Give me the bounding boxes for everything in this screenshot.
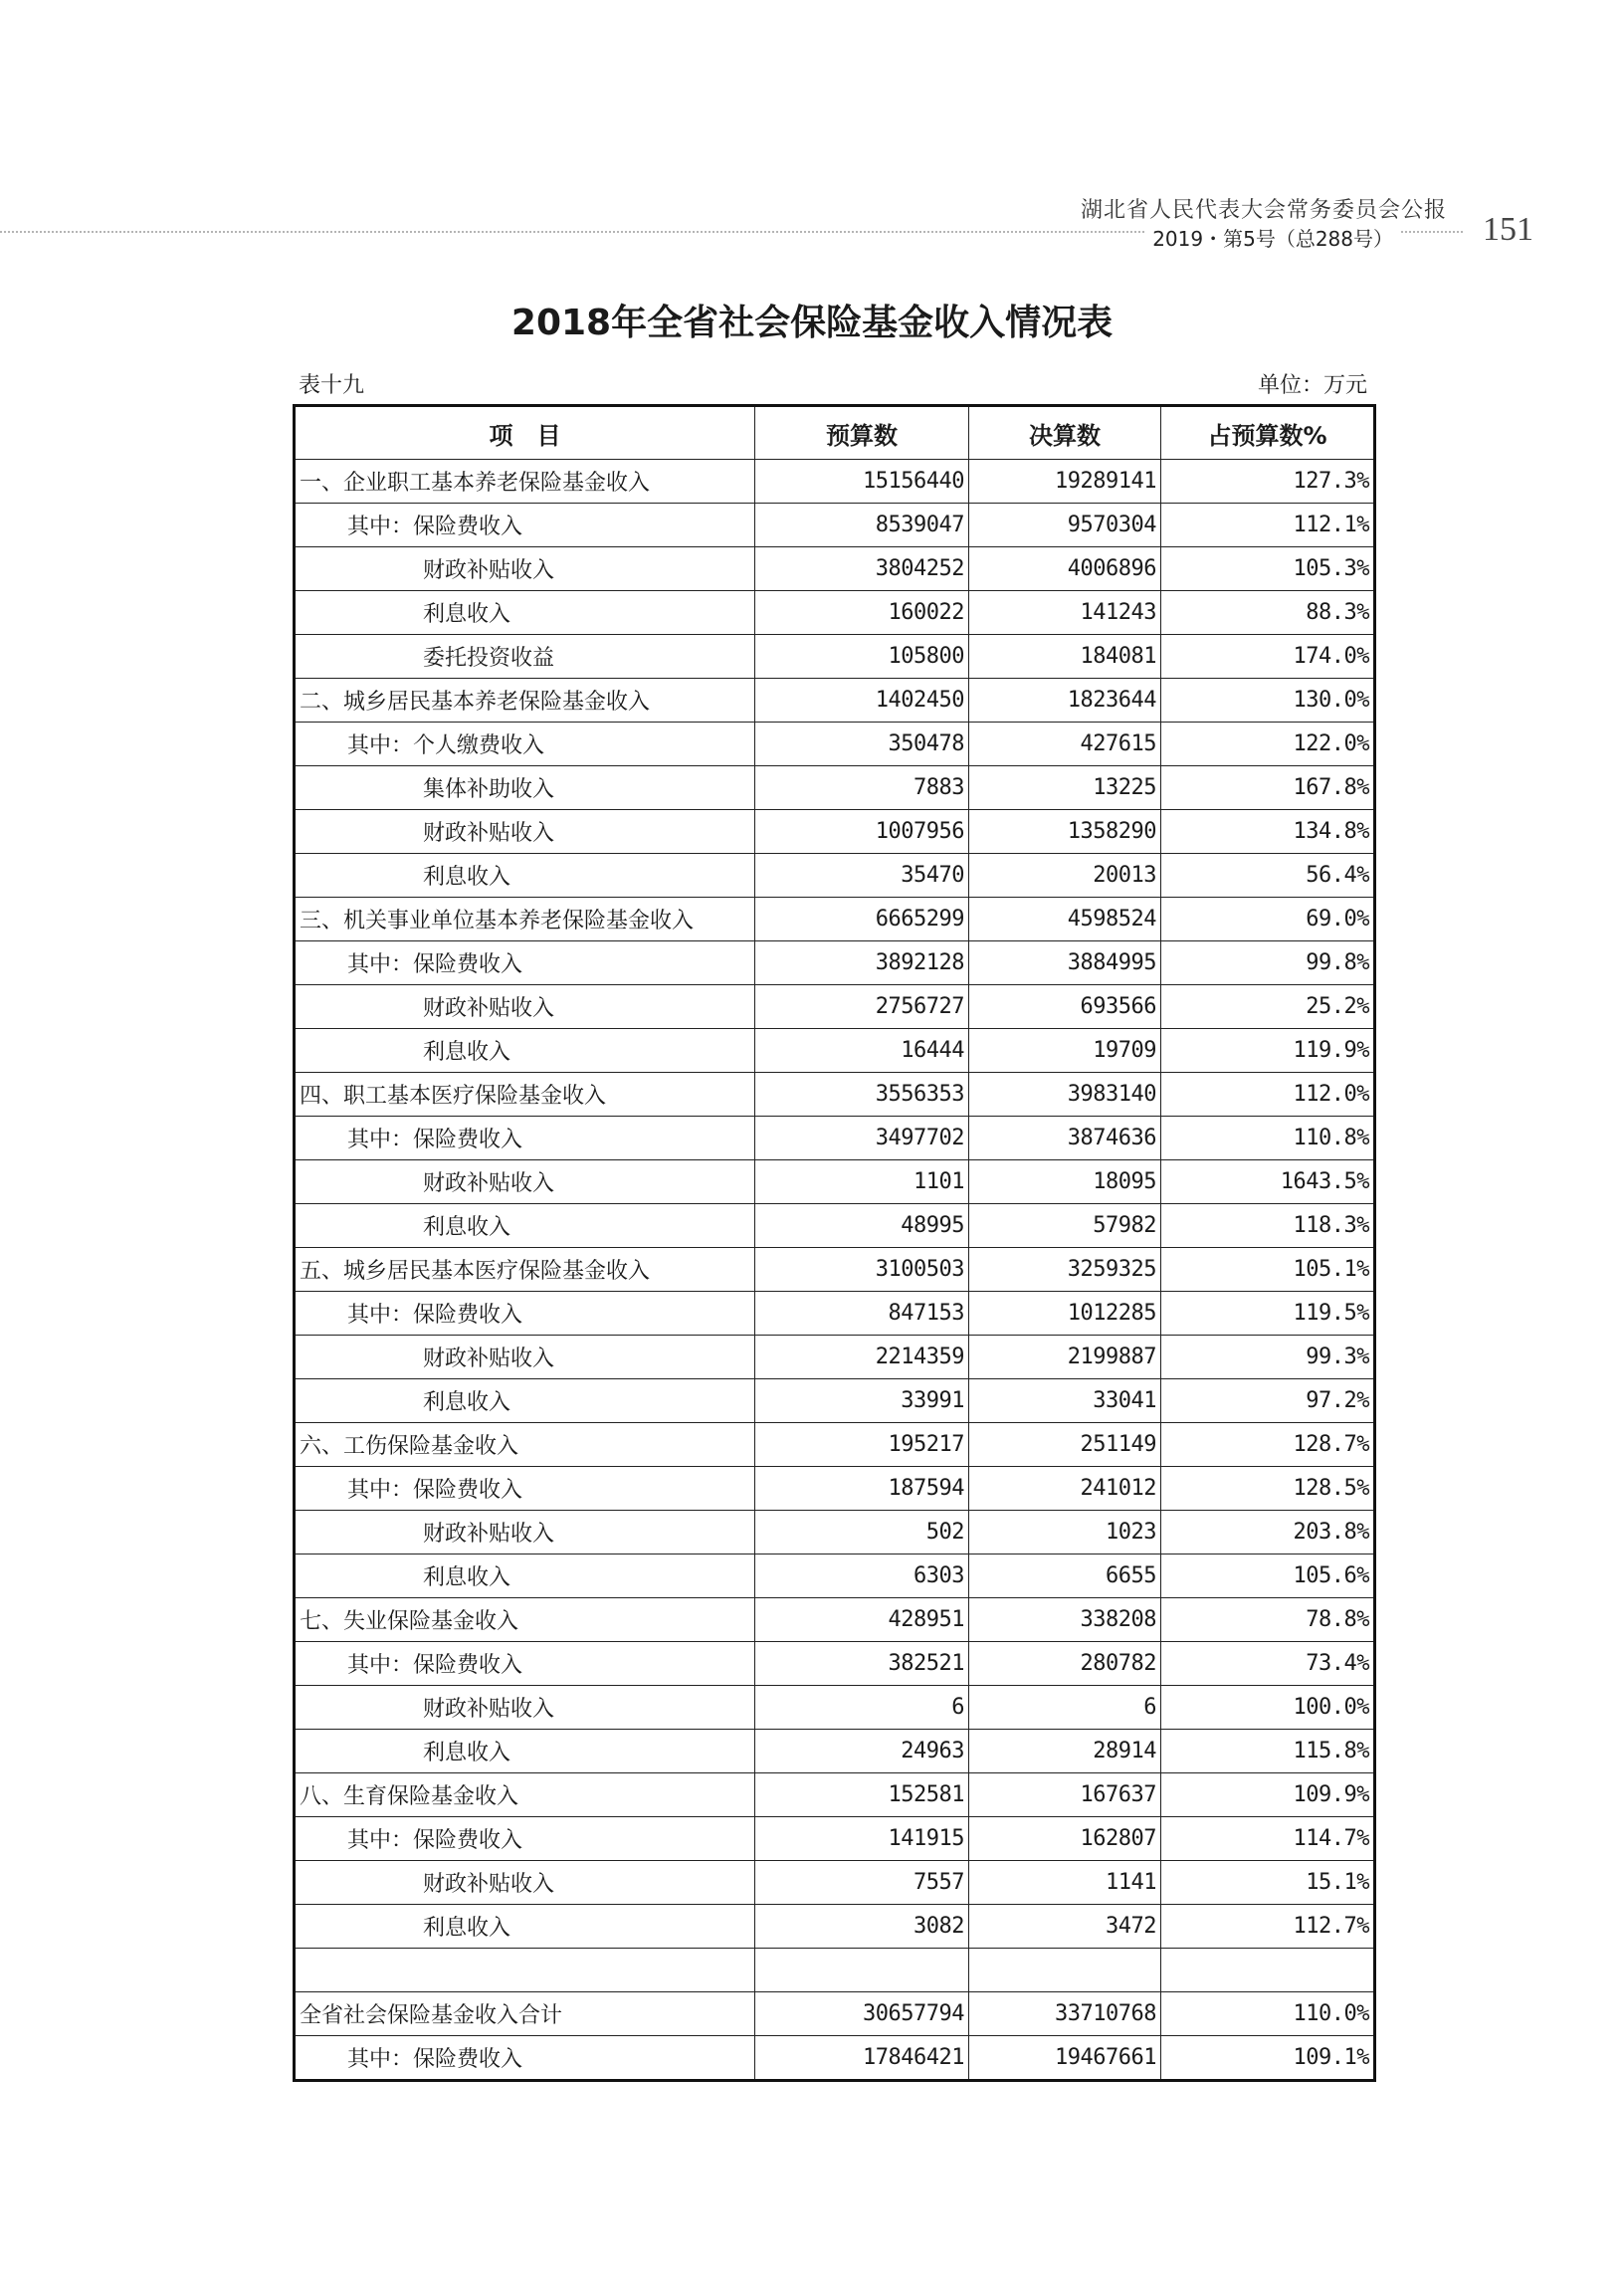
final-cell: 4006896 (969, 547, 1161, 591)
table-row (295, 941, 1375, 985)
revenue-table (293, 404, 1376, 2082)
budget-cell: 3556353 (755, 1073, 969, 1117)
final-cell: 33041 (969, 1379, 1161, 1423)
column-header-final: 决算数 (969, 406, 1161, 460)
item-cell: 其中：保险费收入 (295, 1642, 755, 1686)
table-row (295, 1160, 1375, 1204)
budget-cell: 48995 (755, 1204, 969, 1248)
table-header-row (295, 406, 1375, 460)
item-cell: 委托投资收益 (295, 635, 755, 679)
final-cell: 1012285 (969, 1292, 1161, 1336)
item-cell: 四、职工基本医疗保险基金收入 (295, 1073, 755, 1117)
table-row (295, 1642, 1375, 1686)
percent-cell: 100.0% (1161, 1686, 1375, 1730)
final-cell: 6 (969, 1686, 1161, 1730)
table-row (295, 547, 1375, 591)
percent-cell: 122.0% (1161, 723, 1375, 766)
final-cell: 1023 (969, 1511, 1161, 1554)
budget-cell: 8539047 (755, 504, 969, 547)
final-cell (969, 1949, 1161, 1992)
item-cell: 利息收入 (295, 1554, 755, 1598)
item-cell: 其中：个人缴费收入 (295, 723, 755, 766)
percent-cell: 109.9% (1161, 1773, 1375, 1817)
final-cell: 1823644 (969, 679, 1161, 723)
budget-cell: 382521 (755, 1642, 969, 1686)
item-cell: 财政补贴收入 (295, 1861, 755, 1905)
budget-cell: 141915 (755, 1817, 969, 1861)
final-cell: 338208 (969, 1598, 1161, 1642)
final-cell: 33710768 (969, 1992, 1161, 2036)
budget-cell (755, 1949, 969, 1992)
final-cell: 20013 (969, 854, 1161, 898)
table-row (295, 1992, 1375, 2036)
table-row (295, 1773, 1375, 1817)
item-cell: 三、机关事业单位基本养老保险基金收入 (295, 898, 755, 941)
budget-cell: 6303 (755, 1554, 969, 1598)
item-cell: 七、失业保险基金收入 (295, 1598, 755, 1642)
final-cell: 1141 (969, 1861, 1161, 1905)
table-row (295, 1467, 1375, 1511)
table-row (295, 1949, 1375, 1992)
percent-cell: 56.4% (1161, 854, 1375, 898)
item-cell: 集体补助收入 (295, 766, 755, 810)
table-row (295, 1554, 1375, 1598)
item-cell: 其中：保险费收入 (295, 941, 755, 985)
final-cell: 2199887 (969, 1336, 1161, 1379)
item-cell: 利息收入 (295, 1204, 755, 1248)
percent-cell: 110.0% (1161, 1992, 1375, 2036)
item-cell: 八、生育保险基金收入 (295, 1773, 755, 1817)
final-cell: 241012 (969, 1467, 1161, 1511)
item-cell: 其中：保险费收入 (295, 1117, 755, 1160)
final-cell: 167637 (969, 1773, 1161, 1817)
item-cell: 二、城乡居民基本养老保险基金收入 (295, 679, 755, 723)
unit-label: 单位：万元 (1257, 373, 1367, 398)
table-row (295, 460, 1375, 504)
table-row (295, 2036, 1375, 2081)
table-row (295, 1905, 1375, 1949)
final-cell: 13225 (969, 766, 1161, 810)
budget-cell: 7557 (755, 1861, 969, 1905)
percent-cell: 105.1% (1161, 1248, 1375, 1292)
item-cell: 利息收入 (295, 1730, 755, 1773)
budget-cell: 1101 (755, 1160, 969, 1204)
table-row (295, 504, 1375, 547)
percent-cell: 15.1% (1161, 1861, 1375, 1905)
budget-cell: 6 (755, 1686, 969, 1730)
budget-cell: 17846421 (755, 2036, 969, 2081)
item-cell: 其中：保险费收入 (295, 504, 755, 547)
budget-cell: 15156440 (755, 460, 969, 504)
percent-cell: 130.0% (1161, 679, 1375, 723)
table-row (295, 1029, 1375, 1073)
item-cell: 利息收入 (295, 1905, 755, 1949)
final-cell: 693566 (969, 985, 1161, 1029)
budget-cell: 3892128 (755, 941, 969, 985)
percent-cell: 88.3% (1161, 591, 1375, 635)
final-cell: 280782 (969, 1642, 1161, 1686)
page-number: 151 (1483, 211, 1533, 248)
table-row (295, 723, 1375, 766)
issue-label: 2019・第5号（总288号） (1146, 223, 1399, 252)
table-row (295, 854, 1375, 898)
final-cell: 19289141 (969, 460, 1161, 504)
percent-cell: 119.9% (1161, 1029, 1375, 1073)
table-row (295, 1598, 1375, 1642)
item-cell: 财政补贴收入 (295, 547, 755, 591)
budget-cell: 105800 (755, 635, 969, 679)
final-cell: 3983140 (969, 1073, 1161, 1117)
table-row (295, 679, 1375, 723)
percent-cell: 110.8% (1161, 1117, 1375, 1160)
item-cell: 全省社会保险基金收入合计 (295, 1992, 755, 2036)
budget-cell: 16444 (755, 1029, 969, 1073)
percent-cell: 134.8% (1161, 810, 1375, 854)
percent-cell: 112.7% (1161, 1905, 1375, 1949)
item-cell: 财政补贴收入 (295, 985, 755, 1029)
budget-cell: 3804252 (755, 547, 969, 591)
column-header-item: 项 目 (295, 406, 755, 460)
budget-cell: 3082 (755, 1905, 969, 1949)
budget-cell: 160022 (755, 591, 969, 635)
item-cell: 其中：保险费收入 (295, 1467, 755, 1511)
column-header-percent: 占预算数% (1161, 406, 1375, 460)
percent-cell: 99.8% (1161, 941, 1375, 985)
percent-cell: 127.3% (1161, 460, 1375, 504)
percent-cell: 112.0% (1161, 1073, 1375, 1117)
percent-cell: 112.1% (1161, 504, 1375, 547)
final-cell: 3884995 (969, 941, 1161, 985)
percent-cell: 109.1% (1161, 2036, 1375, 2081)
item-cell: 六、工伤保险基金收入 (295, 1423, 755, 1467)
table-body (295, 460, 1375, 2081)
final-cell: 184081 (969, 635, 1161, 679)
percent-cell: 174.0% (1161, 635, 1375, 679)
final-cell: 3259325 (969, 1248, 1161, 1292)
percent-cell: 105.6% (1161, 1554, 1375, 1598)
table-row (295, 1379, 1375, 1423)
item-cell: 财政补贴收入 (295, 810, 755, 854)
budget-cell: 152581 (755, 1773, 969, 1817)
table-row (295, 1073, 1375, 1117)
percent-cell: 128.5% (1161, 1467, 1375, 1511)
budget-cell: 1402450 (755, 679, 969, 723)
final-cell: 6655 (969, 1554, 1161, 1598)
table-row (295, 591, 1375, 635)
column-header-budget: 预算数 (755, 406, 969, 460)
table-row (295, 766, 1375, 810)
budget-cell: 2214359 (755, 1336, 969, 1379)
item-cell: 财政补贴收入 (295, 1160, 755, 1204)
item-cell: 财政补贴收入 (295, 1686, 755, 1730)
final-cell: 4598524 (969, 898, 1161, 941)
table-label: 表十九 (299, 373, 365, 398)
percent-cell: 128.7% (1161, 1423, 1375, 1467)
budget-cell: 847153 (755, 1292, 969, 1336)
percent-cell: 97.2% (1161, 1379, 1375, 1423)
budget-cell: 6665299 (755, 898, 969, 941)
budget-cell: 3497702 (755, 1117, 969, 1160)
percent-cell: 114.7% (1161, 1817, 1375, 1861)
final-cell: 19709 (969, 1029, 1161, 1073)
item-cell (295, 1949, 755, 1992)
table-row (295, 1861, 1375, 1905)
budget-cell: 428951 (755, 1598, 969, 1642)
budget-cell: 35470 (755, 854, 969, 898)
item-cell: 其中：保险费收入 (295, 1817, 755, 1861)
item-cell: 五、城乡居民基本医疗保险基金收入 (295, 1248, 755, 1292)
table-row (295, 810, 1375, 854)
publication-title: 湖北省人民代表大会常务委员会公报 (1080, 198, 1447, 223)
table-row (295, 1117, 1375, 1160)
final-cell: 57982 (969, 1204, 1161, 1248)
percent-cell: 115.8% (1161, 1730, 1375, 1773)
table-row (295, 635, 1375, 679)
budget-cell: 24963 (755, 1730, 969, 1773)
percent-cell: 69.0% (1161, 898, 1375, 941)
budget-cell: 187594 (755, 1467, 969, 1511)
final-cell: 1358290 (969, 810, 1161, 854)
budget-cell: 3100503 (755, 1248, 969, 1292)
item-cell: 一、企业职工基本养老保险基金收入 (295, 460, 755, 504)
table-row (295, 1817, 1375, 1861)
table-row (295, 898, 1375, 941)
percent-cell: 99.3% (1161, 1336, 1375, 1379)
table-row (295, 1686, 1375, 1730)
table-row (295, 1423, 1375, 1467)
budget-cell: 1007956 (755, 810, 969, 854)
final-cell: 18095 (969, 1160, 1161, 1204)
item-cell: 其中：保险费收入 (295, 1292, 755, 1336)
budget-cell: 2756727 (755, 985, 969, 1029)
table-row (295, 1248, 1375, 1292)
final-cell: 251149 (969, 1423, 1161, 1467)
percent-cell: 25.2% (1161, 985, 1375, 1029)
final-cell: 162807 (969, 1817, 1161, 1861)
percent-cell: 78.8% (1161, 1598, 1375, 1642)
final-cell: 141243 (969, 591, 1161, 635)
final-cell: 427615 (969, 723, 1161, 766)
table-row (295, 1336, 1375, 1379)
percent-cell (1161, 1949, 1375, 1992)
budget-cell: 7883 (755, 766, 969, 810)
final-cell: 19467661 (969, 2036, 1161, 2081)
percent-cell: 119.5% (1161, 1292, 1375, 1336)
item-cell: 利息收入 (295, 1379, 755, 1423)
final-cell: 9570304 (969, 504, 1161, 547)
percent-cell: 105.3% (1161, 547, 1375, 591)
table-row (295, 1204, 1375, 1248)
table-row (295, 1292, 1375, 1336)
item-cell: 利息收入 (295, 854, 755, 898)
percent-cell: 203.8% (1161, 1511, 1375, 1554)
item-cell: 财政补贴收入 (295, 1511, 755, 1554)
percent-cell: 118.3% (1161, 1204, 1375, 1248)
item-cell: 财政补贴收入 (295, 1336, 755, 1379)
table-row (295, 1730, 1375, 1773)
final-cell: 3472 (969, 1905, 1161, 1949)
table-row (295, 1511, 1375, 1554)
budget-cell: 30657794 (755, 1992, 969, 2036)
percent-cell: 1643.5% (1161, 1160, 1375, 1204)
item-cell: 其中：保险费收入 (295, 2036, 755, 2081)
item-cell: 利息收入 (295, 591, 755, 635)
page-title: 2018年全省社会保险基金收入情况表 (510, 303, 1114, 343)
budget-cell: 33991 (755, 1379, 969, 1423)
item-cell: 利息收入 (295, 1029, 755, 1073)
final-cell: 3874636 (969, 1117, 1161, 1160)
budget-cell: 350478 (755, 723, 969, 766)
percent-cell: 167.8% (1161, 766, 1375, 810)
percent-cell: 73.4% (1161, 1642, 1375, 1686)
budget-cell: 502 (755, 1511, 969, 1554)
final-cell: 28914 (969, 1730, 1161, 1773)
table-row (295, 985, 1375, 1029)
budget-cell: 195217 (755, 1423, 969, 1467)
